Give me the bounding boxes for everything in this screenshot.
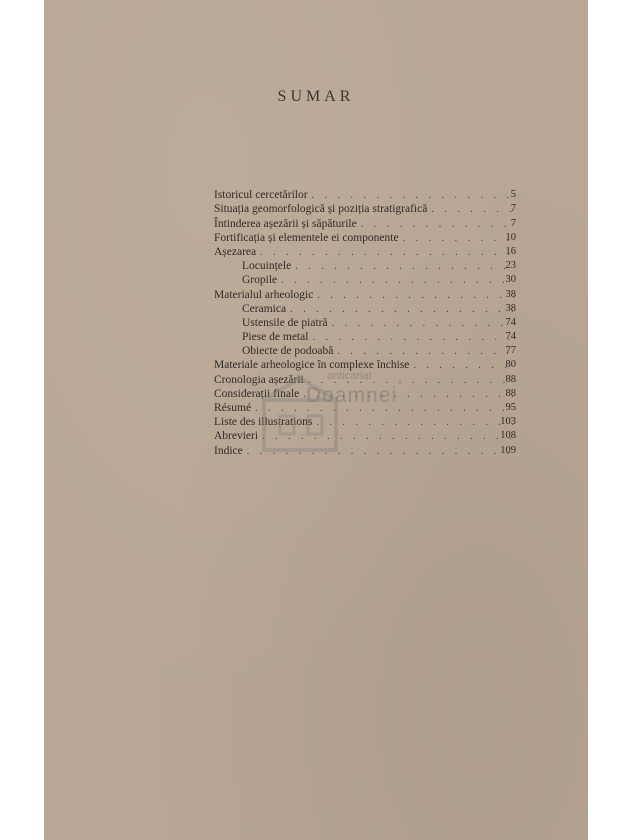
toc-entry [214,273,514,287]
toc-entry-page: 16 [505,245,516,257]
toc-entry-page: 7 [510,217,516,229]
toc-entry-page: 95 [505,402,516,413]
toc-entry-page: 23 [505,260,516,272]
toc-entry-page: 103 [500,416,516,428]
toc-entry [214,344,514,358]
toc-entry-label: Ustensile de piatră [242,316,328,329]
toc-entry-page: 74 [505,316,516,328]
toc-entry [214,188,514,202]
toc-entry-page: 38 [505,302,516,314]
toc-entry-page: 88 [505,387,516,399]
toc-entry-page: 5 [510,189,516,201]
toc-entry-label: Piese de metal [242,331,309,344]
watermark-brand: Doamnei [306,384,398,407]
toc-entry [214,245,514,259]
toc-entry-label: Considerații finale [214,387,300,400]
toc-entry-label: Materiale arheologice în complexe închise [214,359,410,372]
toc-leader-dots [260,247,514,259]
toc-entry [214,302,514,316]
toc-entry-page: 77 [505,345,516,357]
toc-entry [214,330,514,344]
toc-leader-dots [295,261,514,273]
toc-entry-label: Liste des illustrations [214,416,313,429]
toc-entry-label: Obiecte de podoabă [242,345,334,358]
toc-entry-label: Așezarea [214,245,257,258]
toc-entry-label: Indice [214,444,243,457]
toc-entry-label: Cronologia așezării [214,373,304,386]
toc-entry [214,216,514,230]
toc-leader-dots [317,290,514,302]
toc-entry-page: 7 [510,203,516,215]
toc-entry [214,202,514,216]
toc-entry-label: Întinderea așezării și săpăturile [214,217,357,230]
watermark-caption: anticariat [327,370,372,382]
toc-leader-dots [312,190,514,202]
toc-entry [214,231,514,245]
book-page [44,0,588,840]
toc-entry [214,287,514,301]
toc-entry-label: Fortificația și elementele ei componente [214,231,399,244]
toc-entry-label: Situația geomorfologică și poziția stratigrafică [214,203,428,216]
toc-entry-label: Materialul arheologic [214,288,314,301]
toc-entry-page: 38 [505,288,516,300]
toc-entry [214,316,514,330]
toc-entry-label: Abrevieri [214,430,259,443]
toc-entry-label: Résumé [214,402,252,414]
toc-entry-page: 10 [505,231,516,243]
toc-entry-page: 109 [500,444,516,456]
toc-leader-dots [312,332,514,344]
toc-entry [214,259,514,273]
toc-entry-page: 108 [500,430,516,442]
toc-entry-label: Istoricul cercetărilor [214,189,308,202]
toc-entry-page: 80 [505,359,516,371]
toc-entry-label: Ceramica [242,302,287,315]
toc-entry-page: 30 [505,274,516,286]
page-title: SUMAR [277,88,355,105]
toc-entry-label: Locuințele [242,260,292,273]
toc-leader-dots [290,304,514,316]
toc-entry-page: 74 [505,331,516,343]
toc-entry-page: 88 [505,373,516,385]
toc-entry-label: Gropile [242,274,278,287]
toc-leader-dots [281,275,514,287]
